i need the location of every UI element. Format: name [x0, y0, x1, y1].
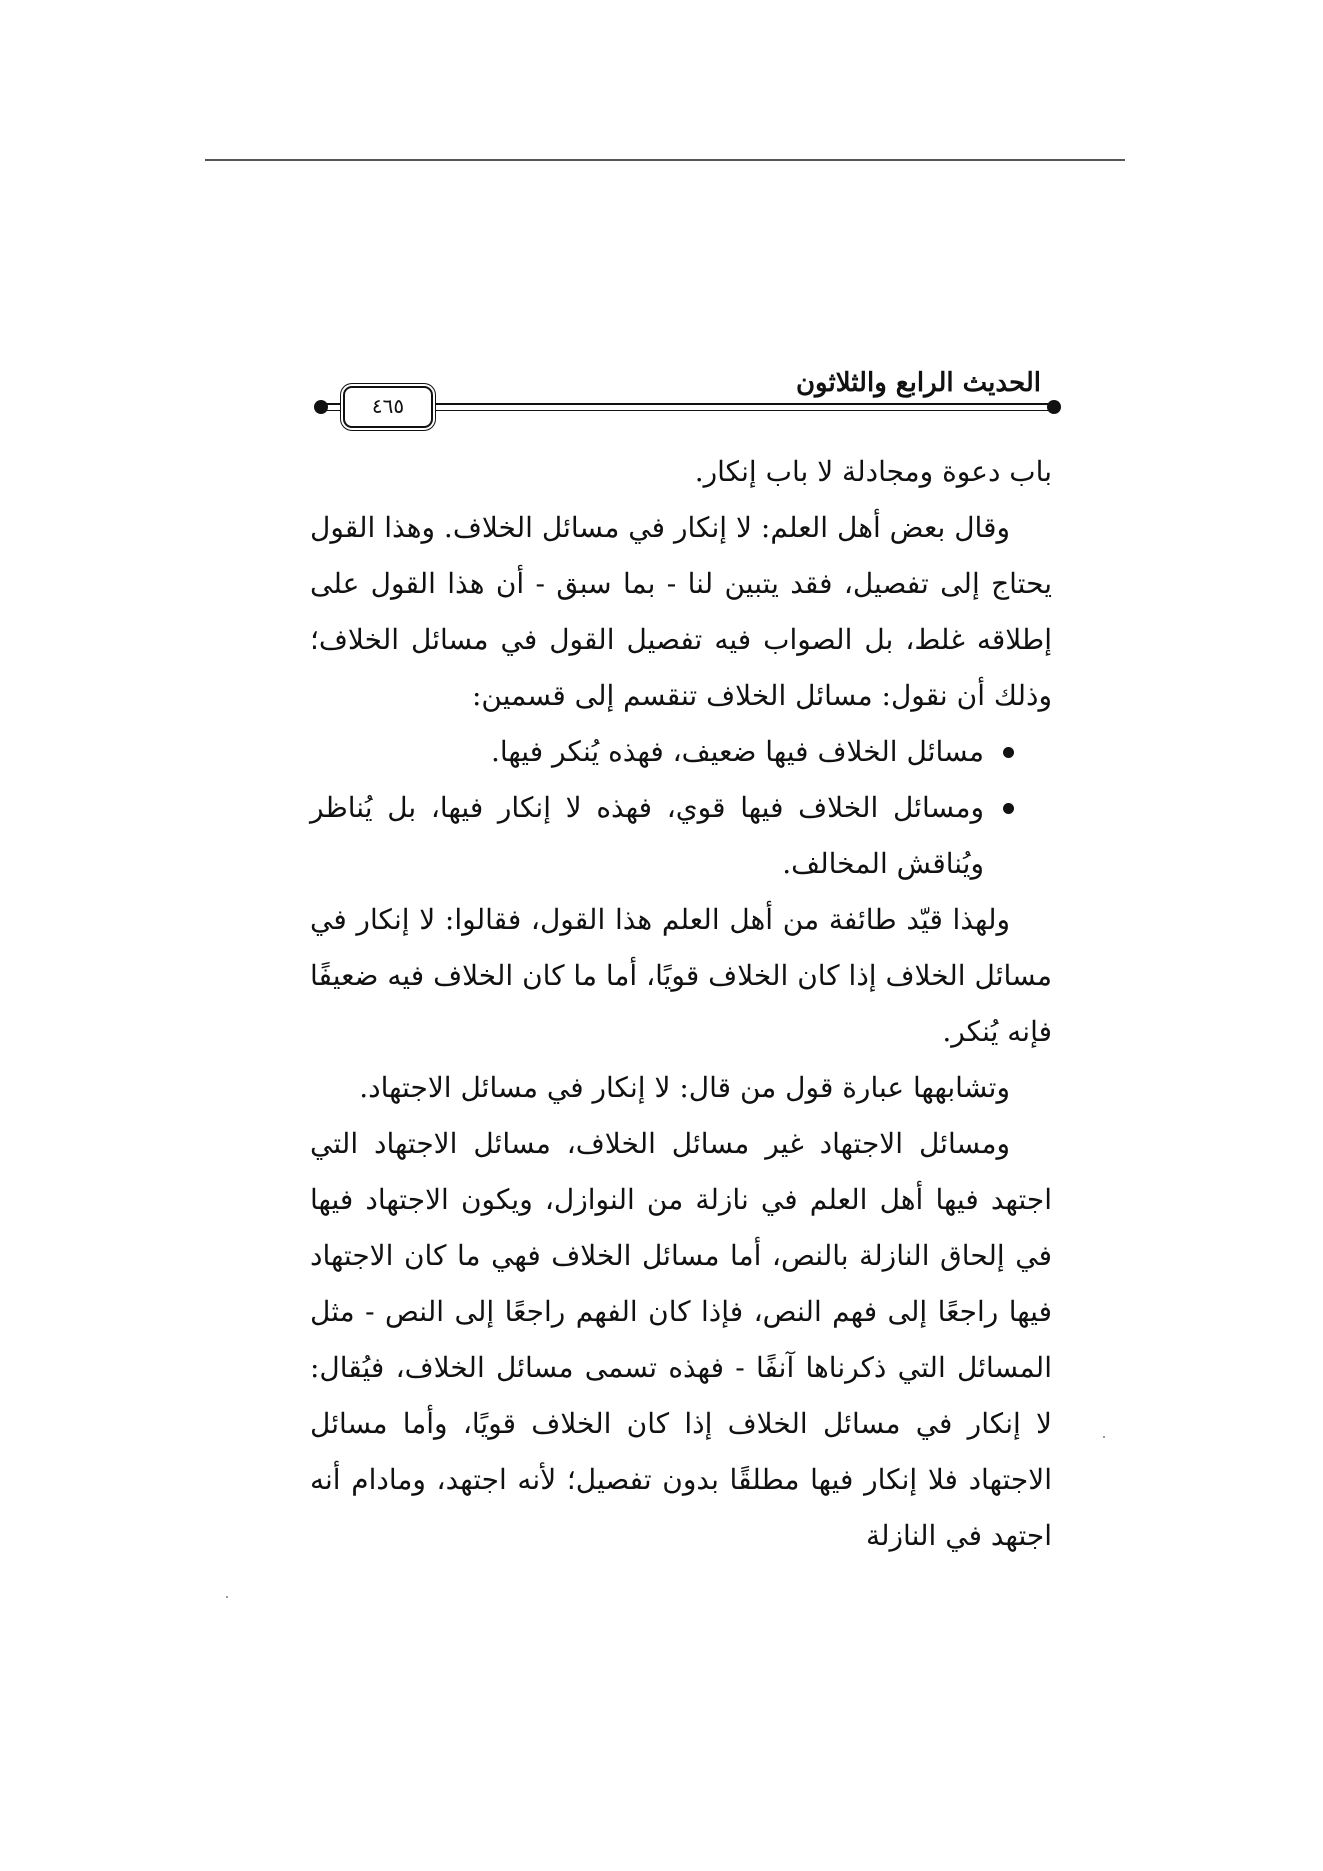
scan-speck — [226, 1596, 228, 1598]
bullet-item — [310, 780, 1014, 892]
bullet-text: مسائل الخلاف فيها ضعيف، فهذه يُنكر فيها. — [490, 735, 984, 768]
bullet-text: ومسائل الخلاف فيها قوي، فهذه لا إنكار فيها، بل يُناظر ويُناقش المخالف. — [310, 791, 984, 880]
paragraph: وقال بعض أهل العلم: لا إنكار في مسائل الخلاف. وهذا القول يحتاج إلى تفصيل، فقد يتبين لنا - بما سبق - أن هذا القول على إطلاقه غلط، بل الصواب فيه تفصيل القول في مسائل الخلاف؛ وذلك أن نقول: مسائل الخلاف تنقسم إلى قسمين: — [310, 511, 1052, 712]
page-body — [310, 444, 1052, 1564]
paragraph: ومسائل الاجتهاد غير مسائل الخلاف، مسائل الاجتهاد التي اجتهد فيها أهل العلم في نازلة من النوازل، ويكون الاجتهاد فيها في إلحاق النازلة بالنص، أما مسائل الخلاف فهي ما كان الاجتهاد فيها راجعًا إلى فهم النص، فإذا كان الفهم راجعًا إلى النص - مثل المسائل التي ذكرناها آنفًا - فهذه تسمى مسائل الخلاف، فيُقال: لا إنكار في مسائل الخلاف إذا كان الخلاف قويًا، وأما مسائل الاجتهاد فلا إنكار فيها مطلقًا بدون تفصيل؛ لأنه اجتهد، ومادام أنه اجتهد في النازلة — [310, 1127, 1052, 1552]
paragraph: ولهذا قيّد طائفة من أهل العلم هذا القول، فقالوا: لا إنكار في مسائل الخلاف إذا كان الخلاف قويًا، أما ما كان الخلاف فيه ضعيفًا فإنه يُنكر. — [310, 903, 1052, 1048]
header-ornament-dot-left — [314, 400, 328, 414]
bullet-item — [310, 724, 1014, 780]
paragraph-continuation: باب دعوة ومجادلة لا باب إنكار. — [694, 455, 1052, 488]
bullet-list — [310, 724, 1052, 892]
bullet-icon — [1003, 747, 1014, 758]
top-border-line — [205, 159, 1125, 161]
page-number-frame — [343, 386, 433, 428]
scan-speck — [1103, 1436, 1105, 1438]
bullet-icon — [1003, 803, 1014, 814]
page-number: ٤٦٥ — [371, 394, 405, 418]
chapter-title: الحديث الرابع والثلاثون — [795, 368, 1041, 398]
paragraph: وتشابهها عبارة قول من قال: لا إنكار في مسائل الاجتهاد. — [359, 1071, 1010, 1104]
header-ornament-dot-right — [1047, 400, 1061, 414]
header-rule — [324, 403, 1051, 411]
page-header — [310, 368, 1065, 438]
